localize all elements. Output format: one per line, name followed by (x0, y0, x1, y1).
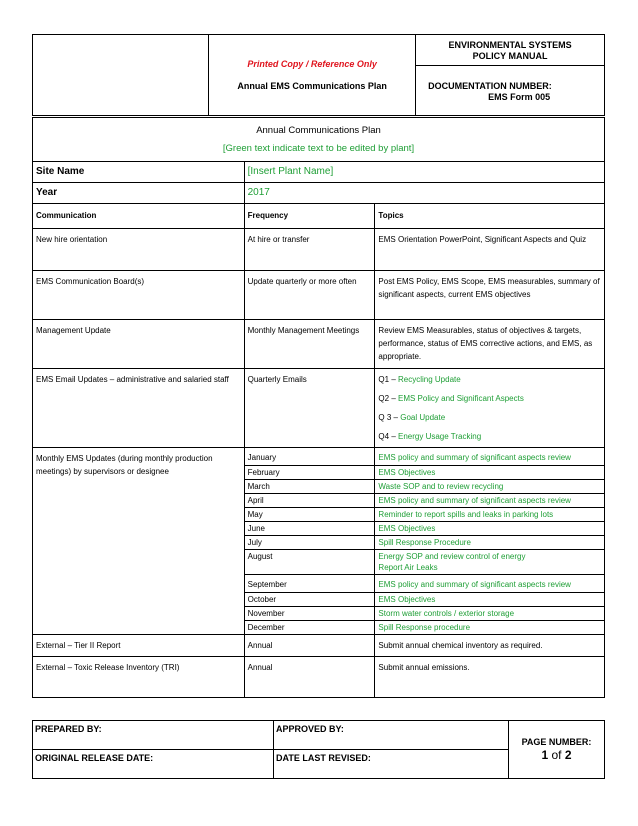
topics-cell: Review EMS Measurables, status of objectives & targets, performance, status of EMS corrective actions, and EMS, as appropriate. (375, 320, 605, 369)
month-cell: July (244, 536, 375, 550)
month-cell: February (244, 466, 375, 480)
page-current: 1 (541, 748, 549, 762)
topics-cell: Submit annual chemical inventory as required. (375, 635, 605, 657)
month-topic-cell: EMS Objectives (375, 522, 605, 536)
plan-title-cell (209, 35, 416, 116)
quarter-label: Q4 – (378, 432, 398, 441)
quarter-item (378, 392, 600, 405)
month-topic-cell (375, 550, 605, 575)
topics-cell (375, 369, 605, 448)
document-footer (32, 720, 605, 779)
table-row (33, 635, 605, 657)
approved-by-field[interactable]: APPROVED BY: (274, 721, 509, 750)
doc-number-value: EMS Form 005 (488, 92, 551, 102)
documentation-number (416, 65, 604, 115)
table-row (33, 229, 605, 271)
page-of: of (551, 748, 562, 762)
month-topic-cell: Waste SOP and to review recycling (375, 480, 605, 494)
document-header (32, 34, 605, 116)
page-number-cell (509, 721, 605, 779)
quarter-item (378, 373, 600, 386)
table-row (33, 271, 605, 320)
topics-cell: Submit annual emissions. (375, 657, 605, 698)
manual-title (416, 35, 604, 65)
printed-copy-notice: Printed Copy / Reference Only (247, 58, 377, 69)
col-communication: Communication (33, 204, 245, 229)
month-cell: January (244, 448, 375, 466)
quarter-label: Q 3 – (378, 413, 401, 422)
month-topic-cell: EMS Objectives (375, 466, 605, 480)
year-value[interactable]: 2017 (244, 183, 604, 204)
month-topic-cell: EMS policy and summary of significant aspects review (375, 448, 605, 466)
month-topic-cell: EMS Objectives (375, 593, 605, 607)
topics-cell: EMS Orientation PowerPoint, Significant Aspects and Quiz (375, 229, 605, 271)
quarter-topic: Goal Update (400, 413, 446, 422)
col-topics: Topics (375, 204, 605, 229)
logo-cell (33, 35, 209, 116)
month-cell: May (244, 508, 375, 522)
month-cell: December (244, 621, 375, 635)
month-topic-cell: Spill Response Procedure (375, 536, 605, 550)
page-number-label: PAGE NUMBER: (521, 737, 592, 747)
topics-cell: Post EMS Policy, EMS Scope, EMS measurables, summary of significant aspects, current EMS objectives (375, 271, 605, 320)
quarter-item (378, 430, 600, 443)
page-number (511, 748, 602, 762)
frequency-cell: Monthly Management Meetings (244, 320, 375, 369)
table-row (33, 657, 605, 698)
frequency-cell: At hire or transfer (244, 229, 375, 271)
communications-plan-table (32, 117, 605, 698)
year-label: Year (33, 183, 245, 204)
table-row (33, 369, 605, 448)
quarter-label: Q2 – (378, 394, 398, 403)
communication-cell: Management Update (33, 320, 245, 369)
frequency-cell: Update quarterly or more often (244, 271, 375, 320)
month-cell: September (244, 575, 375, 593)
frequency-cell: Annual (244, 635, 375, 657)
table-title: Annual Communications Plan (256, 125, 381, 136)
month-cell: October (244, 593, 375, 607)
communication-cell: External – Toxic Release Inventory (TRI) (33, 657, 245, 698)
communication-cell: EMS Communication Board(s) (33, 271, 245, 320)
original-release-date-field[interactable]: ORIGINAL RELEASE DATE: (33, 750, 274, 779)
communication-cell: EMS Email Updates – administrative and salaried staff (33, 369, 245, 448)
communication-cell: External – Tier II Report (33, 635, 245, 657)
page-total: 2 (564, 748, 572, 762)
month-cell: August (244, 550, 375, 575)
quarter-label: Q1 – (378, 375, 398, 384)
month-topic-line: Energy SOP and review control of energy (378, 552, 526, 561)
quarter-topic: Energy Usage Tracking (398, 432, 482, 441)
plan-title-row (33, 118, 605, 162)
month-topic-cell: Spill Response procedure (375, 621, 605, 635)
month-topic-cell: Storm water controls / exterior storage (375, 607, 605, 621)
edit-note: [Green text indicate text to be edited by plant] (222, 143, 415, 154)
manual-line-1: ENVIRONMENTAL SYSTEMS (448, 40, 572, 50)
month-row (33, 448, 605, 466)
quarter-item (378, 411, 600, 424)
month-cell: April (244, 494, 375, 508)
month-cell: March (244, 480, 375, 494)
doc-number-label: DOCUMENTATION NUMBER: (428, 81, 552, 91)
communication-cell: Monthly EMS Updates (during monthly production meetings) by supervisors or designee (33, 448, 245, 635)
plan-title: Annual EMS Communications Plan (237, 80, 387, 91)
col-frequency: Frequency (244, 204, 375, 229)
communication-cell: New hire orientation (33, 229, 245, 271)
date-last-revised-field[interactable]: DATE LAST REVISED: (274, 750, 509, 779)
site-row (33, 162, 605, 183)
month-cell: June (244, 522, 375, 536)
month-topic-line: Report Air Leaks (378, 563, 438, 572)
table-row (33, 320, 605, 369)
manual-cell (416, 35, 605, 116)
month-cell: November (244, 607, 375, 621)
quarter-topic: EMS Policy and Significant Aspects (398, 394, 524, 403)
site-label: Site Name (33, 162, 245, 183)
prepared-by-field[interactable]: PREPARED BY: (33, 721, 274, 750)
column-header-row (33, 204, 605, 229)
month-topic-cell: Reminder to report spills and leaks in parking lots (375, 508, 605, 522)
site-value[interactable]: [Insert Plant Name] (244, 162, 604, 183)
month-topic-cell: EMS policy and summary of significant aspects review (375, 494, 605, 508)
manual-line-2: POLICY MANUAL (472, 51, 548, 61)
quarter-topic: Recycling Update (398, 375, 461, 384)
year-row (33, 183, 605, 204)
month-topic-cell: EMS policy and summary of significant aspects review (375, 575, 605, 593)
frequency-cell: Annual (244, 657, 375, 698)
frequency-cell: Quarterly Emails (244, 369, 375, 448)
